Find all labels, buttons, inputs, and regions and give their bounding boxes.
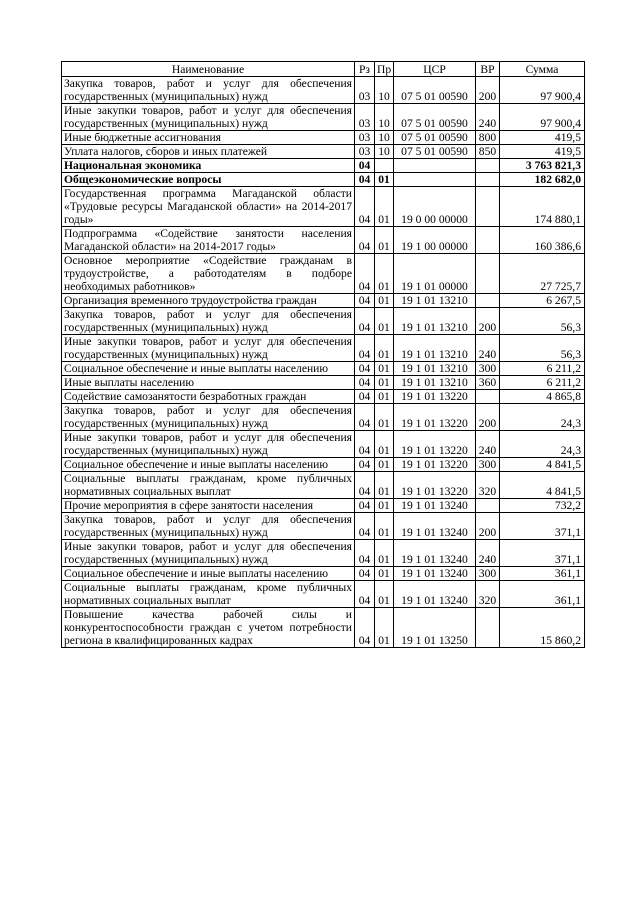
cell-name: Иные закупки товаров, работ и услуг для обеспечения государственных (муниципальных) нужд bbox=[62, 335, 355, 362]
cell-pr: 01 bbox=[375, 294, 394, 308]
cell-name: Закупка товаров, работ и услуг для обеспечения государственных (муниципальных) нужд bbox=[62, 77, 355, 104]
table-row bbox=[62, 567, 585, 581]
cell-pr: 01 bbox=[375, 376, 394, 390]
cell-name: Иные выплаты населению bbox=[62, 376, 355, 390]
cell-sum: 4 865,8 bbox=[500, 390, 585, 404]
cell-sum: 371,1 bbox=[500, 540, 585, 567]
cell-rz: 03 bbox=[355, 131, 375, 145]
table-row bbox=[62, 362, 585, 376]
cell-name: Социальное обеспечение и иные выплаты населению bbox=[62, 458, 355, 472]
cell-sum: 160 386,6 bbox=[500, 227, 585, 254]
cell-pr: 10 bbox=[375, 104, 394, 131]
cell-pr: 01 bbox=[375, 458, 394, 472]
cell-name: Уплата налогов, сборов и иных платежей bbox=[62, 145, 355, 159]
cell-sum: 182 682,0 bbox=[500, 173, 585, 187]
cell-pr: 10 bbox=[375, 131, 394, 145]
cell-vr: 240 bbox=[476, 431, 500, 458]
cell-vr bbox=[476, 187, 500, 227]
cell-csr: 19 1 01 13240 bbox=[394, 499, 476, 513]
table-row bbox=[62, 499, 585, 513]
cell-csr: 19 1 01 13210 bbox=[394, 308, 476, 335]
cell-sum: 97 900,4 bbox=[500, 104, 585, 131]
cell-pr bbox=[375, 159, 394, 173]
cell-sum: 6 267,5 bbox=[500, 294, 585, 308]
cell-csr: 19 1 01 13240 bbox=[394, 513, 476, 540]
cell-vr: 200 bbox=[476, 404, 500, 431]
cell-vr: 240 bbox=[476, 335, 500, 362]
cell-vr: 300 bbox=[476, 362, 500, 376]
cell-csr: 07 5 01 00590 bbox=[394, 131, 476, 145]
cell-vr: 800 bbox=[476, 131, 500, 145]
table-row bbox=[62, 390, 585, 404]
cell-pr: 01 bbox=[375, 472, 394, 499]
header-sum: Сумма bbox=[500, 62, 585, 77]
cell-pr: 01 bbox=[375, 513, 394, 540]
cell-pr: 10 bbox=[375, 145, 394, 159]
cell-rz: 04 bbox=[355, 458, 375, 472]
cell-pr: 01 bbox=[375, 581, 394, 608]
cell-csr: 19 1 01 13220 bbox=[394, 458, 476, 472]
header-vr: ВР bbox=[476, 62, 500, 77]
table-row bbox=[62, 104, 585, 131]
cell-sum: 24,3 bbox=[500, 404, 585, 431]
cell-name: Иные закупки товаров, работ и услуг для обеспечения государственных (муниципальных) нужд bbox=[62, 540, 355, 567]
table-row bbox=[62, 159, 585, 173]
cell-sum: 174 880,1 bbox=[500, 187, 585, 227]
cell-sum: 97 900,4 bbox=[500, 77, 585, 104]
cell-name: Национальная экономика bbox=[62, 159, 355, 173]
cell-csr: 19 1 01 13220 bbox=[394, 472, 476, 499]
cell-csr: 19 1 00 00000 bbox=[394, 227, 476, 254]
cell-csr: 19 1 01 13210 bbox=[394, 376, 476, 390]
cell-sum: 361,1 bbox=[500, 581, 585, 608]
header-csr: ЦСР bbox=[394, 62, 476, 77]
cell-vr: 240 bbox=[476, 104, 500, 131]
cell-pr: 01 bbox=[375, 308, 394, 335]
cell-csr: 19 1 01 13220 bbox=[394, 390, 476, 404]
cell-csr: 19 1 01 13240 bbox=[394, 581, 476, 608]
cell-pr: 01 bbox=[375, 431, 394, 458]
cell-sum: 419,5 bbox=[500, 145, 585, 159]
table-row bbox=[62, 254, 585, 294]
cell-rz: 04 bbox=[355, 431, 375, 458]
table-row bbox=[62, 540, 585, 567]
cell-pr: 01 bbox=[375, 362, 394, 376]
cell-rz: 04 bbox=[355, 567, 375, 581]
budget-document bbox=[61, 61, 584, 648]
cell-vr bbox=[476, 294, 500, 308]
cell-name: Повышение качества рабочей силы и конкурентоспособности граждан с учетом потребности региона в квалифицированных кадрах bbox=[62, 608, 355, 648]
cell-name: Иные закупки товаров, работ и услуг для обеспечения государственных (муниципальных) нужд bbox=[62, 431, 355, 458]
cell-rz: 04 bbox=[355, 173, 375, 187]
budget-table bbox=[61, 61, 585, 648]
cell-vr: 360 bbox=[476, 376, 500, 390]
cell-vr: 200 bbox=[476, 308, 500, 335]
table-row bbox=[62, 131, 585, 145]
cell-sum: 361,1 bbox=[500, 567, 585, 581]
cell-vr: 320 bbox=[476, 472, 500, 499]
header-pr: Пр bbox=[375, 62, 394, 77]
table-row bbox=[62, 472, 585, 499]
cell-pr: 01 bbox=[375, 540, 394, 567]
cell-rz: 04 bbox=[355, 376, 375, 390]
table-row bbox=[62, 404, 585, 431]
cell-vr bbox=[476, 499, 500, 513]
cell-name: Основное мероприятие «Содействие гражданам в трудоустройстве, а работодателям в подборе необходимых работников» bbox=[62, 254, 355, 294]
cell-sum: 4 841,5 bbox=[500, 458, 585, 472]
cell-csr: 19 1 01 13220 bbox=[394, 404, 476, 431]
cell-pr: 10 bbox=[375, 77, 394, 104]
cell-csr: 19 1 01 13240 bbox=[394, 540, 476, 567]
cell-vr: 300 bbox=[476, 567, 500, 581]
cell-rz: 04 bbox=[355, 159, 375, 173]
cell-csr: 19 1 01 00000 bbox=[394, 254, 476, 294]
cell-rz: 04 bbox=[355, 308, 375, 335]
table-row bbox=[62, 173, 585, 187]
cell-pr: 01 bbox=[375, 404, 394, 431]
cell-rz: 04 bbox=[355, 404, 375, 431]
header-rz: Рз bbox=[355, 62, 375, 77]
cell-vr: 850 bbox=[476, 145, 500, 159]
cell-rz: 04 bbox=[355, 540, 375, 567]
cell-rz: 04 bbox=[355, 499, 375, 513]
cell-rz: 04 bbox=[355, 472, 375, 499]
cell-vr bbox=[476, 254, 500, 294]
table-row bbox=[62, 308, 585, 335]
cell-sum: 6 211,2 bbox=[500, 362, 585, 376]
cell-csr: 19 0 00 00000 bbox=[394, 187, 476, 227]
cell-rz: 04 bbox=[355, 187, 375, 227]
cell-name: Социальные выплаты гражданам, кроме публичных нормативных социальных выплат bbox=[62, 581, 355, 608]
cell-rz: 04 bbox=[355, 362, 375, 376]
cell-name: Прочие мероприятия в сфере занятости населения bbox=[62, 499, 355, 513]
table-row bbox=[62, 513, 585, 540]
cell-name: Иные бюджетные ассигнования bbox=[62, 131, 355, 145]
cell-vr bbox=[476, 159, 500, 173]
cell-vr bbox=[476, 173, 500, 187]
cell-rz: 03 bbox=[355, 145, 375, 159]
cell-pr: 01 bbox=[375, 227, 394, 254]
table-row bbox=[62, 458, 585, 472]
cell-rz: 04 bbox=[355, 294, 375, 308]
cell-csr: 19 1 01 13240 bbox=[394, 567, 476, 581]
table-row bbox=[62, 77, 585, 104]
cell-csr: 07 5 01 00590 bbox=[394, 77, 476, 104]
cell-name: Подпрограмма «Содействие занятости населения Магаданской области» на 2014-2017 годы» bbox=[62, 227, 355, 254]
cell-pr: 01 bbox=[375, 390, 394, 404]
cell-csr: 19 1 01 13250 bbox=[394, 608, 476, 648]
cell-rz: 03 bbox=[355, 104, 375, 131]
cell-pr: 01 bbox=[375, 173, 394, 187]
cell-vr bbox=[476, 390, 500, 404]
cell-name: Содействие самозанятости безработных граждан bbox=[62, 390, 355, 404]
cell-csr: 07 5 01 00590 bbox=[394, 145, 476, 159]
cell-sum: 56,3 bbox=[500, 308, 585, 335]
cell-vr bbox=[476, 227, 500, 254]
cell-vr: 300 bbox=[476, 458, 500, 472]
cell-vr bbox=[476, 608, 500, 648]
cell-rz: 04 bbox=[355, 581, 375, 608]
cell-sum: 27 725,7 bbox=[500, 254, 585, 294]
table-row bbox=[62, 335, 585, 362]
cell-rz: 04 bbox=[355, 254, 375, 294]
cell-name: Государственная программа Магаданской области «Трудовые ресурсы Магаданской области» на 2014-2017 годы» bbox=[62, 187, 355, 227]
cell-csr: 07 5 01 00590 bbox=[394, 104, 476, 131]
table-row bbox=[62, 294, 585, 308]
cell-sum: 371,1 bbox=[500, 513, 585, 540]
cell-name: Социальные выплаты гражданам, кроме публичных нормативных социальных выплат bbox=[62, 472, 355, 499]
cell-pr: 01 bbox=[375, 608, 394, 648]
cell-pr: 01 bbox=[375, 187, 394, 227]
table-row bbox=[62, 187, 585, 227]
table-row bbox=[62, 608, 585, 648]
cell-vr: 320 bbox=[476, 581, 500, 608]
header-name: Наименование bbox=[62, 62, 355, 77]
cell-sum: 419,5 bbox=[500, 131, 585, 145]
cell-sum: 3 763 821,3 bbox=[500, 159, 585, 173]
table-row bbox=[62, 581, 585, 608]
cell-csr: 19 1 01 13210 bbox=[394, 294, 476, 308]
cell-pr: 01 bbox=[375, 254, 394, 294]
cell-sum: 4 841,5 bbox=[500, 472, 585, 499]
cell-csr: 19 1 01 13220 bbox=[394, 431, 476, 458]
cell-csr bbox=[394, 159, 476, 173]
cell-rz: 04 bbox=[355, 608, 375, 648]
cell-name: Закупка товаров, работ и услуг для обеспечения государственных (муниципальных) нужд bbox=[62, 308, 355, 335]
cell-csr bbox=[394, 173, 476, 187]
cell-pr: 01 bbox=[375, 499, 394, 513]
cell-name: Социальное обеспечение и иные выплаты населению bbox=[62, 567, 355, 581]
cell-name: Социальное обеспечение и иные выплаты населению bbox=[62, 362, 355, 376]
cell-sum: 56,3 bbox=[500, 335, 585, 362]
table-body bbox=[62, 77, 585, 648]
cell-vr: 240 bbox=[476, 540, 500, 567]
cell-sum: 732,2 bbox=[500, 499, 585, 513]
table-row bbox=[62, 227, 585, 254]
cell-sum: 24,3 bbox=[500, 431, 585, 458]
cell-rz: 04 bbox=[355, 390, 375, 404]
cell-name: Закупка товаров, работ и услуг для обеспечения государственных (муниципальных) нужд bbox=[62, 513, 355, 540]
cell-rz: 04 bbox=[355, 335, 375, 362]
cell-rz: 04 bbox=[355, 227, 375, 254]
cell-sum: 15 860,2 bbox=[500, 608, 585, 648]
cell-vr: 200 bbox=[476, 77, 500, 104]
table-header-row bbox=[62, 62, 585, 77]
cell-rz: 04 bbox=[355, 513, 375, 540]
cell-name: Организация временного трудоустройства граждан bbox=[62, 294, 355, 308]
cell-name: Иные закупки товаров, работ и услуг для обеспечения государственных (муниципальных) нужд bbox=[62, 104, 355, 131]
cell-rz: 03 bbox=[355, 77, 375, 104]
cell-name: Закупка товаров, работ и услуг для обеспечения государственных (муниципальных) нужд bbox=[62, 404, 355, 431]
cell-csr: 19 1 01 13210 bbox=[394, 335, 476, 362]
table-row bbox=[62, 376, 585, 390]
cell-vr: 200 bbox=[476, 513, 500, 540]
table-row bbox=[62, 145, 585, 159]
cell-name: Общеэкономические вопросы bbox=[62, 173, 355, 187]
cell-pr: 01 bbox=[375, 335, 394, 362]
cell-sum: 6 211,2 bbox=[500, 376, 585, 390]
cell-pr: 01 bbox=[375, 567, 394, 581]
table-row bbox=[62, 431, 585, 458]
cell-csr: 19 1 01 13210 bbox=[394, 362, 476, 376]
